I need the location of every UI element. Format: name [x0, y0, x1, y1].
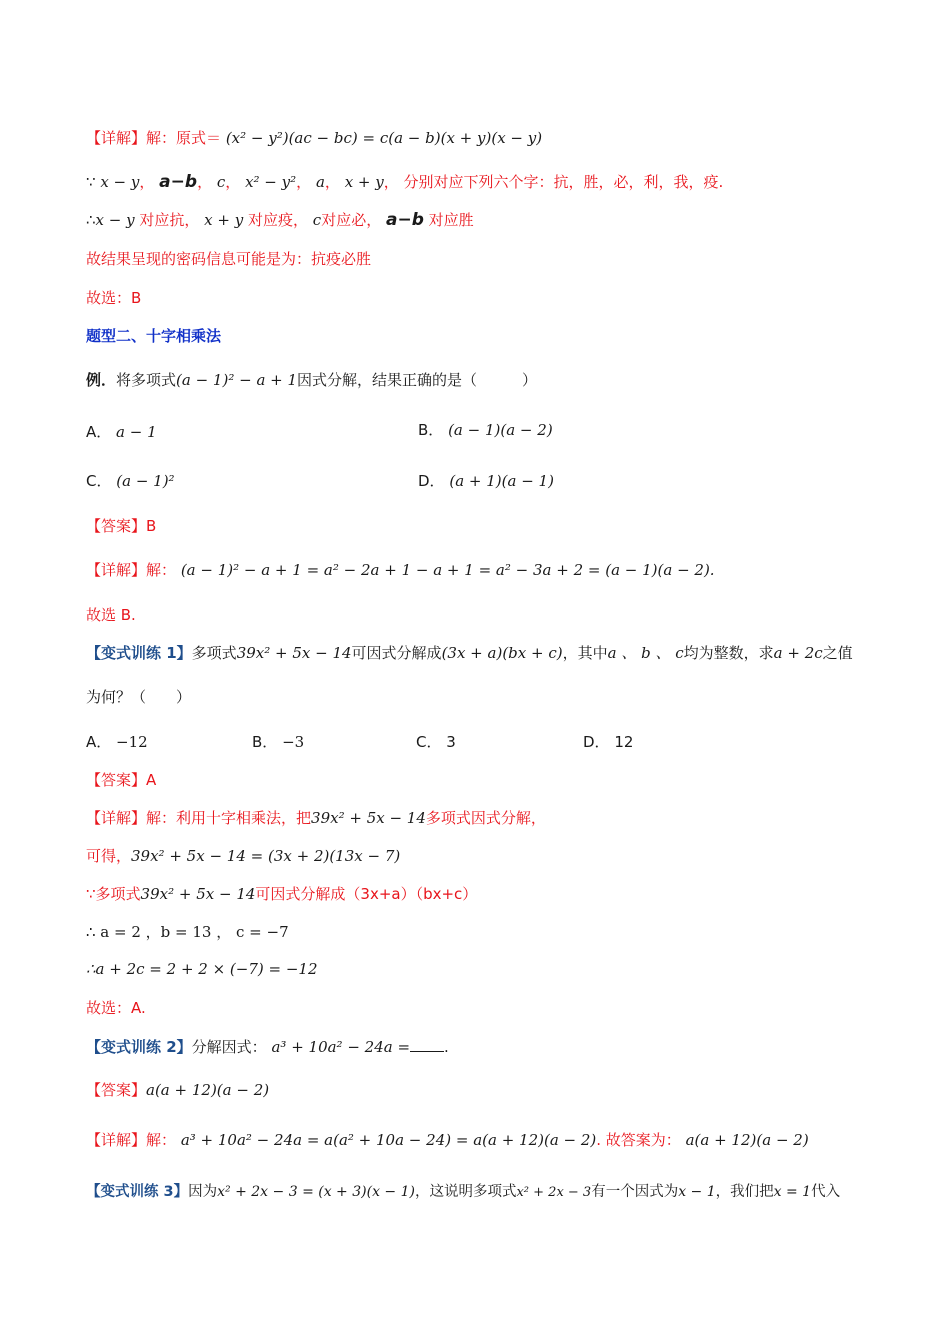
v3-stem: 【变式训练 3】因为x² + 2x − 3 = (x + 3)(x − 1)，这说明多项式x² + 2x − 3有一个因式为x − 1，我们把x = 1代入: [86, 1184, 841, 1200]
example-detail: 【详解】解： (a − 1)² − a + 1 = a² − 2a + 1 − a + 1 = a² − 3a + 2 = (a − 1)(a − 2).: [86, 561, 715, 579]
detail-tag: 【详解】: [86, 129, 147, 147]
v1-detail-5: ∴a + 2c = 2 + 2 × (−7) = −12: [86, 960, 318, 978]
example-stem-pre: 将多项式: [116, 371, 177, 389]
map1-text: 对应抗，: [139, 211, 200, 229]
s1-conclusion: 故结果呈现的密码信息可能是为：抗疫必胜: [86, 250, 372, 268]
v1-detail-2: 可得，39x² + 5x − 14 = (3x + 2)(13x − 7): [86, 847, 401, 865]
items-tail: 分别对应下列六个字：抗，胜，必，利，我，疫.: [403, 173, 724, 191]
example-option-c: C． (a − 1)²: [86, 472, 175, 490]
example-option-b: B． (a − 1)(a − 2): [418, 421, 553, 439]
v1-option-a: A． −12: [86, 733, 148, 751]
v1-stem: 【变式训练 1】多项式39x² + 5x − 14可因式分解成(3x + a)(bx + c)，其中a 、 b 、 c均为整数，求a + 2c之值: [86, 644, 853, 662]
s1-choice: 故选：B: [86, 289, 142, 307]
detail-formula: (x² − y²)(ac − bc) = c(a − b)(x + y)(x − y): [225, 129, 543, 147]
example-option-d: D． (a + 1)(a − 1): [418, 472, 554, 490]
example-label: 例．: [86, 371, 117, 389]
map1-expr: x − y: [95, 211, 135, 229]
map4-expr: a−b: [386, 210, 424, 230]
example-choice: 故选 B.: [86, 606, 136, 624]
item-6: x + y: [344, 173, 384, 191]
v3-tag: 【变式训练 3】: [86, 1184, 189, 1200]
item-1: x − y: [100, 173, 140, 191]
v2-answer: 【答案】a(a + 12)(a − 2): [86, 1081, 270, 1099]
example-option-a: A． a − 1: [86, 423, 157, 441]
v1-option-c: C． 3: [416, 733, 456, 751]
map3-expr: c: [312, 211, 322, 229]
v2-tag: 【变式训练 2】: [86, 1038, 192, 1056]
map3-text: 对应必，: [321, 211, 382, 229]
answer-blank[interactable]: [410, 1037, 444, 1052]
example-stem-formula: (a − 1)² − a + 1: [176, 371, 298, 389]
map2-text: 对应疫，: [248, 211, 309, 229]
map2-expr: x + y: [204, 211, 244, 229]
example-stem: [86, 370, 537, 390]
item-2: a−b: [159, 172, 198, 192]
therefore-symbol: ∴: [86, 211, 96, 229]
v1-choice: 故选：A.: [86, 999, 146, 1017]
detail-intro: 解：原式＝: [146, 129, 222, 147]
v1-option-d: D． 12: [583, 733, 634, 751]
map4-text: 对应胜: [428, 211, 474, 229]
v1-option-b: B． −3: [252, 733, 305, 751]
item-4: x² − y²: [245, 173, 297, 191]
v2-stem: 【变式训练 2】分解因式： a³ + 10a² − 24a = .: [86, 1038, 449, 1056]
example-stem-post: 因式分解，结果正确的是（ ）: [297, 371, 538, 389]
s1-because-line: ∵ x − y， a−b， c， x² − y²， a， x + y， 分别对应下列六个字：抗，胜，必，利，我，疫.: [86, 172, 724, 192]
section-title: 题型二、十字相乘法: [86, 327, 222, 345]
example-answer: 【答案】B: [86, 517, 157, 535]
v2-detail: 【详解】解： a³ + 10a² − 24a = a(a² + 10a − 24) = a(a + 12)(a − 2). 故答案为： a(a + 12)(a − 2): [86, 1131, 809, 1149]
item-3: c: [216, 173, 226, 191]
v1-answer: 【答案】A: [86, 771, 157, 789]
v1-detail-4: ∴ a = 2 ，b = 13 ， c = −7: [86, 923, 289, 941]
because-symbol: ∵: [86, 173, 96, 191]
v1-stem-line2: 为何？（ ）: [86, 688, 192, 706]
item-5: a: [315, 173, 325, 191]
v1-tag: 【变式训练 1】: [86, 644, 192, 662]
v1-detail-3: ∵多项式39x² + 5x − 14可因式分解成（3x+a）（bx+c）: [86, 885, 478, 903]
s1-therefore-line: [86, 210, 474, 230]
example-detail-formula: (a − 1)² − a + 1 = a² − 2a + 1 − a + 1 = a² − 3a + 2 = (a − 1)(a − 2).: [180, 561, 715, 579]
v1-detail-1: 【详解】解：利用十字相乘法，把39x² + 5x − 14多项式因式分解，: [86, 809, 546, 827]
s1-detail-line: [86, 128, 542, 148]
